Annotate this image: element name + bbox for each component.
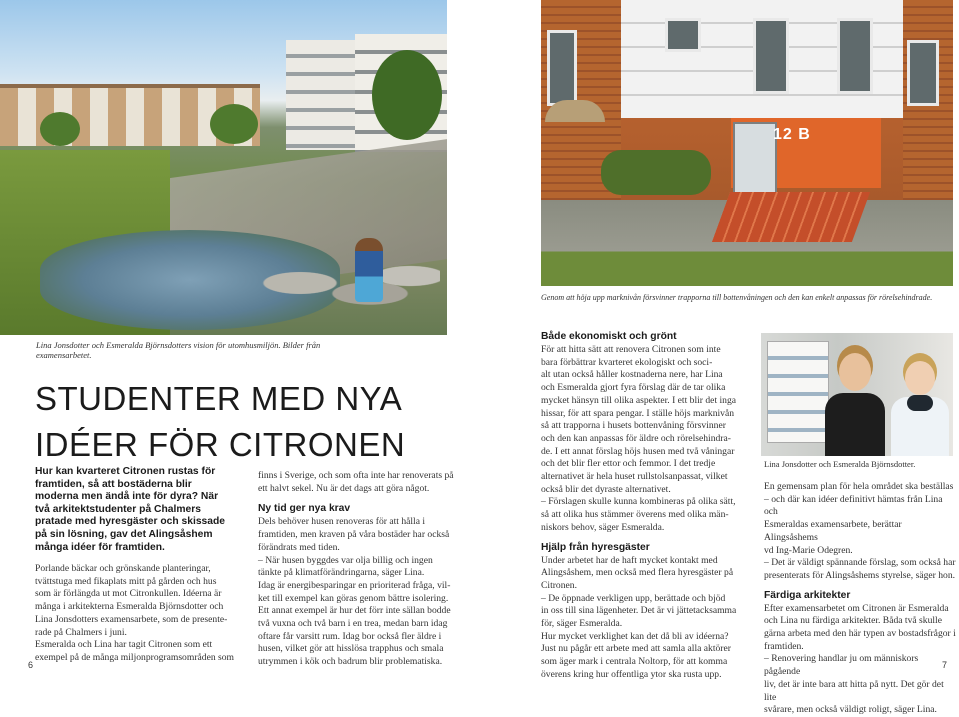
body-line: niskors behov, säger Esmeralda. bbox=[541, 521, 665, 533]
body-line: som äger mark i centrala Noltorp, för att komma bbox=[541, 656, 728, 668]
body-line: tänkte på klimatförändringarna, säger Lina. bbox=[258, 567, 425, 579]
body-line: Efter examensarbetet om Citronen är Esmeralda bbox=[764, 602, 949, 614]
body-line: ket till exempel kan göras genom bättre isolering. bbox=[258, 592, 449, 604]
subheading: Hjälp från hyresgäster bbox=[541, 541, 650, 553]
person-figure bbox=[891, 361, 949, 456]
rocks-illustration bbox=[240, 255, 440, 325]
body-line: Hur mycket verklighet kan det då bli av idéerna? bbox=[541, 630, 729, 642]
window-illustration bbox=[665, 18, 701, 52]
body-line: hissar, för att spara pengar. I ställe höjs marknivån bbox=[541, 407, 735, 419]
body-line: – Det är väldigt spännande förslag, som också har bbox=[764, 557, 956, 569]
body-line: bara förbättrar kvarteret ekologiskt och soci- bbox=[541, 356, 713, 368]
article-ingress: Hur kan kvarteret Citronen rustas för framtiden, så att bostäderna blir moderna men ändå inte för dyra? När två arkitektstudenter på Chalmers pratade med hyresgäster och skissade på sin lösning, gav det Alingsåshem många idéer för framtiden. bbox=[35, 466, 226, 553]
building-illustration bbox=[286, 40, 356, 150]
body-line: Ett annat exempel är hur det förr inte sällan bodde bbox=[258, 605, 451, 617]
body-line: så att olika hus stämmer överens med olika män- bbox=[541, 509, 729, 521]
window-illustration bbox=[837, 18, 873, 94]
column-4 bbox=[764, 481, 956, 717]
headline-line-2: IDÉER FÖR CITRONEN bbox=[35, 426, 406, 463]
body-line: förändrats med tiden. bbox=[258, 541, 340, 553]
body-line: för, säger Esmeralda. bbox=[541, 618, 623, 630]
headline-line-1: STUDENTER MED NYA bbox=[35, 380, 403, 417]
body-line: de. I ett annat förslag höjs husen med två våningar bbox=[541, 445, 735, 457]
body-line: Idag är energibesparingar en prioriterad fråga, vil- bbox=[258, 579, 451, 591]
body-line: överens kring hur offentliga ytor ska rusta upp. bbox=[541, 668, 722, 680]
ramp-illustration bbox=[712, 192, 870, 242]
page-number-left: 6 bbox=[28, 660, 34, 670]
body-line: Dels behöver husen renoveras för att hålla i bbox=[258, 516, 426, 528]
tree-illustration bbox=[210, 104, 258, 144]
poster-board-illustration bbox=[767, 341, 829, 443]
body-line: Esmeraldas examensarbete, berättar Alingsåshems bbox=[764, 519, 902, 543]
body-line: tvättstuga med fikaplats mitt på gården och hus bbox=[35, 575, 217, 587]
body-line: många i arkitekterna Esmeralda Björnsdotter och bbox=[35, 601, 224, 613]
body-line: – De öppnade verkligen upp, berättade och bjöd bbox=[541, 592, 726, 604]
window-illustration bbox=[547, 30, 577, 106]
body-line: – och där kan idéer definitivt hämtas från Lina och bbox=[764, 493, 943, 518]
body-line: – Renovering handlar ju om människors pågående bbox=[764, 653, 919, 678]
body-line: För att hitta sätt att renovera Citronen som inte bbox=[541, 344, 721, 355]
umbrella-illustration bbox=[545, 100, 605, 122]
body-line: Just nu pågår ett arbete med att samla alla aktörer bbox=[541, 643, 731, 655]
body-line: oftare får varsitt rum. Idag bor också fler äldre i bbox=[258, 630, 442, 642]
column-1 bbox=[35, 563, 250, 665]
window-illustration bbox=[907, 40, 939, 106]
column-2 bbox=[258, 470, 458, 669]
body-line: Under arbetet har de haft mycket kontakt med bbox=[541, 554, 718, 566]
courtyard-vision-image bbox=[0, 0, 447, 335]
body-line: Esmeralda och Lina har tagit Citronen som ett bbox=[35, 639, 213, 651]
body-line: Porlande bäckar och grönskande planteringar, bbox=[35, 563, 211, 574]
body-line: Alingsåshem, men också med flera hyresgäster på bbox=[541, 567, 734, 579]
body-line: framtiden. bbox=[764, 640, 804, 652]
body-line: två vuxna och två barn i en trea, medan barn idag bbox=[258, 618, 448, 630]
body-line: som är förlängda ut mot Citronkullen. Idéerna är bbox=[35, 588, 222, 600]
portrait-caption: Lina Jonsdotter och Esmeralda Björnsdotter. bbox=[764, 459, 916, 469]
body-line: också blir det dyraste alternativet. bbox=[541, 483, 671, 495]
body-line: husen, vilket gör att hisslösa trapphus och smala bbox=[258, 643, 444, 655]
entrance-vision-image bbox=[541, 0, 953, 286]
body-line: – Förslagen skulle kunna kombineras på olika sätt, bbox=[541, 496, 736, 508]
subheading: Både ekonomiskt och grönt bbox=[541, 331, 677, 342]
body-line: presenterats för Alingsåshems styrelse, säger hon. bbox=[764, 569, 956, 581]
body-line: Lina Jonsdotters examensarbete, som de presente- bbox=[35, 613, 228, 625]
architects-portrait-image bbox=[761, 333, 953, 456]
body-line: och den kan anpassas för äldre och rörelsehindra- bbox=[541, 432, 731, 444]
article-headline bbox=[35, 376, 405, 468]
body-line: utrymmen i kök och badrum blir problematiska. bbox=[258, 656, 443, 668]
left-image-caption: Lina Jonsdotter och Esmeralda Björnsdotters vision för utomhusmiljön. Bilder från examensarbetet. bbox=[36, 340, 321, 360]
body-line: och det blir fler ettor och femmor. I det tredje bbox=[541, 458, 716, 470]
building-number-sign: 12 B bbox=[773, 126, 811, 143]
body-line: så att trapporna i husets bottenvåning försvinner bbox=[541, 420, 726, 432]
body-line: vd Ing-Marie Odegren. bbox=[764, 544, 853, 556]
body-line: rade på Chalmers i juni. bbox=[35, 626, 127, 638]
hedge-illustration bbox=[601, 150, 711, 195]
subheading: Färdiga arkitekter bbox=[764, 589, 851, 601]
body-line: och Esmeralda gjort fyra förslag där de tar olika bbox=[541, 382, 726, 394]
body-line: En gemensam plan för hela området ska beställas bbox=[764, 481, 954, 492]
child-figure bbox=[355, 238, 383, 302]
tree-illustration bbox=[372, 50, 442, 140]
body-line: alt utan också håller kostnaderna nere, har Lina bbox=[541, 369, 723, 381]
right-image-caption: Genom att höja upp marknivån försvinner trapporna till bottenvåningen och den kan enkelt anpassas för rörelsehindrade. bbox=[541, 293, 933, 302]
entrance-door bbox=[733, 122, 777, 194]
body-line: liv, det är inte bara att hitta på nytt. Det gör det lite bbox=[764, 678, 944, 703]
body-line: Citronen. bbox=[541, 579, 577, 591]
body-line: exempel på de många miljonprogramsområden som bbox=[35, 651, 235, 663]
body-line: framtiden, men kraven på våra bostäder har också bbox=[258, 529, 450, 541]
body-line: gärna arbeta med den här typen av bostadsfrågor i bbox=[764, 628, 956, 640]
tree-illustration bbox=[40, 112, 80, 146]
body-line: finns i Sverige, och som ofta inte har renoverats på bbox=[258, 470, 454, 481]
body-line: in oss till sina lägenheter. Det är vi jättetacksamma bbox=[541, 605, 737, 617]
body-line: och Lina nu färdiga arkitekter. Båda två skulle bbox=[764, 615, 942, 627]
page-number-right: 7 bbox=[942, 660, 948, 670]
column-3 bbox=[541, 331, 753, 682]
window-illustration bbox=[753, 18, 789, 94]
body-line: svårare, men också väldigt roligt, säger Lina. bbox=[764, 704, 937, 716]
body-line: – När husen byggdes var olja billig och ingen bbox=[258, 554, 433, 566]
person-figure bbox=[823, 353, 887, 456]
subheading: Ny tid ger nya krav bbox=[258, 503, 351, 515]
body-line: mycket hänsyn till olika aspekter. I ett blir det inga bbox=[541, 394, 737, 406]
body-line: ett halvt sekel. Nu är det dags att göra något. bbox=[258, 482, 430, 494]
body-line: alternativet är hela huset rullstolsanpassat, vilket bbox=[541, 471, 728, 483]
